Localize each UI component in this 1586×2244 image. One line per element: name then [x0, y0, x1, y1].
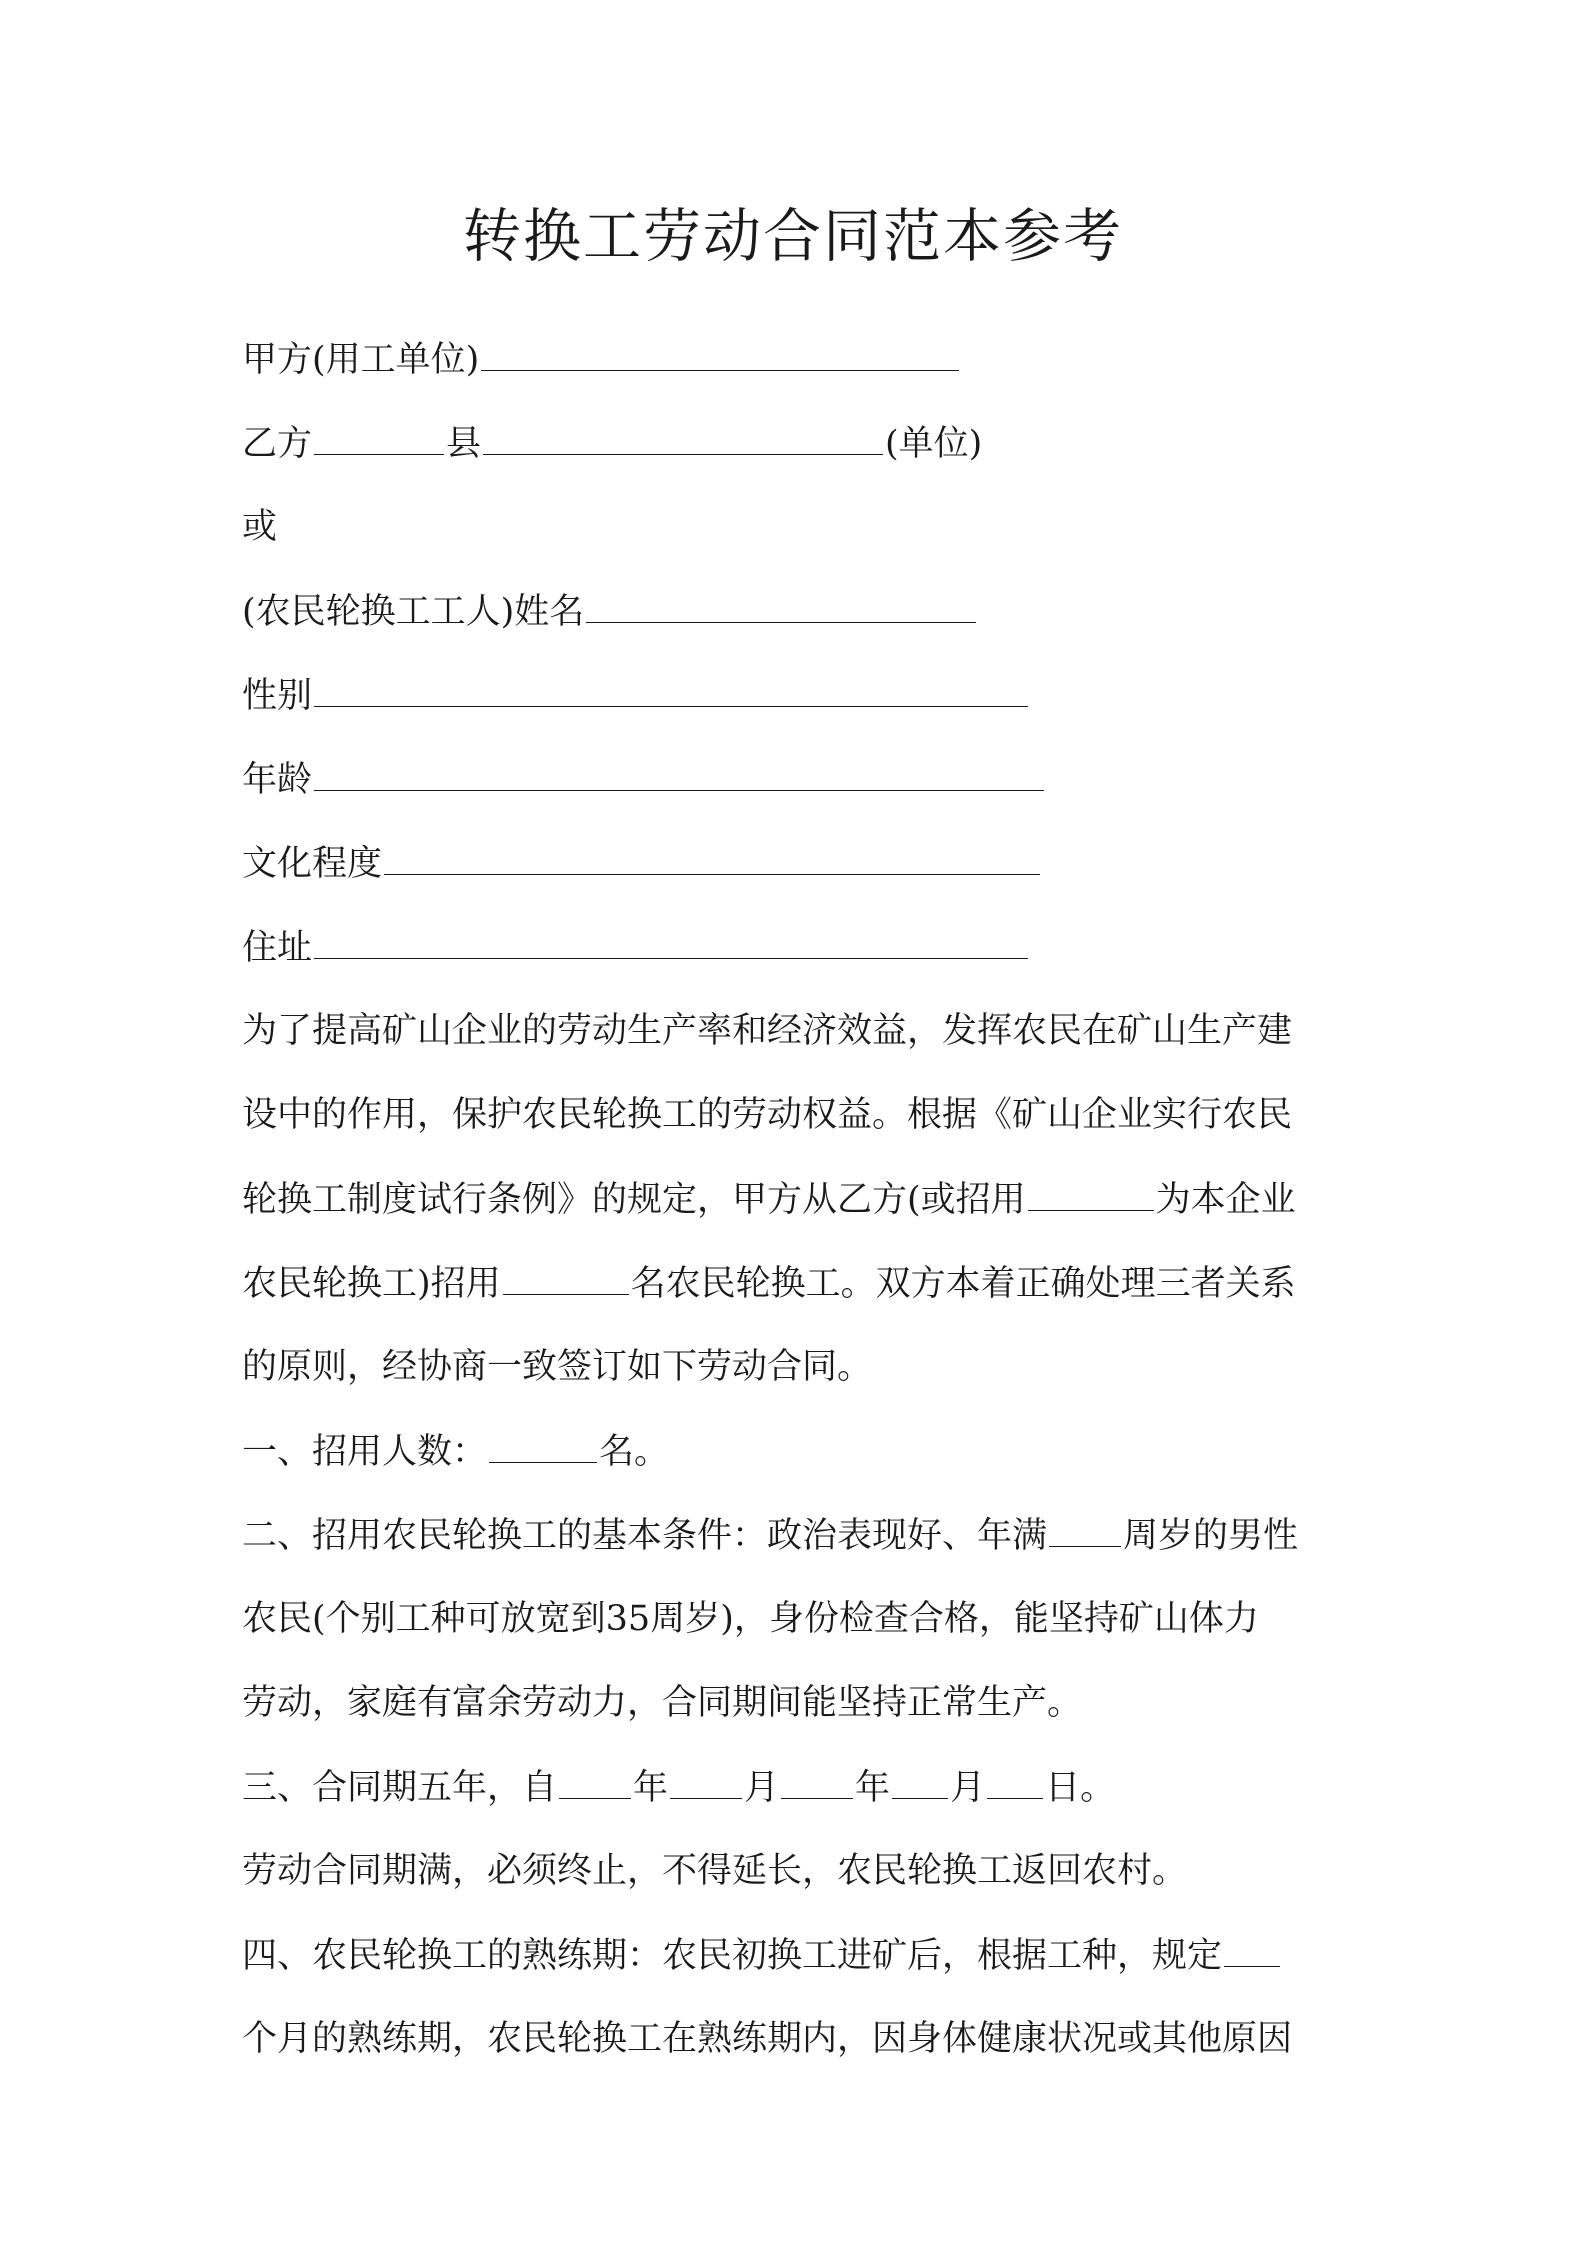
blank-line[interactable]	[314, 670, 1028, 707]
intro-paragraph	[242, 1006, 1362, 1426]
text-segment: 日。	[1045, 1768, 1116, 1808]
blank-line[interactable]	[503, 1258, 629, 1295]
blank-line[interactable]	[586, 586, 976, 623]
field-party-b	[242, 418, 982, 469]
blank-line[interactable]	[670, 1762, 742, 1799]
clause-3	[242, 1762, 1115, 1813]
text-segment: 四、农民轮换工的熟练期：农民初换工进矿后，根据工种，规定	[242, 1936, 1223, 1976]
text-line: 劳动，家庭有富余劳动力，合同期间能坚持正常生产。	[242, 1683, 1083, 1723]
field-label: (单位)	[885, 424, 983, 464]
text-segment: 一、招用人数：	[242, 1432, 488, 1472]
text-segment: 年	[855, 1768, 891, 1808]
blank-line[interactable]	[314, 922, 1028, 959]
text-segment: 周岁的男性	[1123, 1516, 1299, 1556]
field-or	[242, 502, 277, 552]
text-line: 农民(个别工种可放宽到35周岁)，身份检查合格，能坚持矿山体力	[242, 1599, 1259, 1639]
blank-line[interactable]	[1049, 1510, 1121, 1547]
field-label: 住址	[242, 928, 313, 968]
text-line: 个月的熟练期，农民轮换工在熟练期内，因身体健康状况或其他原因	[242, 2019, 1293, 2059]
text-line	[242, 1510, 1362, 1594]
blank-line[interactable]	[1028, 1174, 1154, 1211]
blank-line[interactable]	[987, 1762, 1043, 1799]
text-segment: 三、合同期五年，自	[242, 1768, 558, 1808]
text-segment: 二、招用农民轮换工的基本条件：政治表现好、年满	[242, 1516, 1048, 1556]
field-name	[242, 586, 978, 637]
field-address	[242, 922, 1030, 973]
text-line: 的原则，经协商一致签订如下劳动合同。	[242, 1347, 873, 1387]
text-segment: 名农民轮换工。双方本着正确处理三者关系	[630, 1264, 1296, 1304]
field-education	[242, 838, 1042, 889]
field-age	[242, 754, 1046, 805]
text-segment: 年	[633, 1768, 669, 1808]
blank-line[interactable]	[483, 418, 883, 455]
field-party-a	[242, 334, 961, 385]
blank-line[interactable]	[489, 1426, 597, 1463]
text-line: 为了提高矿山企业的劳动生产率和经济效益，发挥农民在矿山生产建	[242, 1011, 1293, 1051]
text-line	[242, 1258, 1362, 1342]
blank-line[interactable]	[559, 1762, 631, 1799]
text-segment: 轮换工制度试行条例》的规定，甲方从乙方(或招用	[242, 1180, 1026, 1220]
text-segment: 名。	[599, 1432, 670, 1472]
field-gender	[242, 670, 1030, 721]
field-label: 县	[446, 424, 482, 464]
text-line	[242, 1174, 1362, 1258]
field-label: 甲方(用工单位)	[242, 340, 480, 380]
text-segment: 农民轮换工)招用	[242, 1264, 501, 1304]
text-segment: 月	[744, 1768, 780, 1808]
field-label: (农民轮换工工人)姓名	[242, 592, 585, 632]
document-title: 转换工劳动合同范本参考	[462, 202, 1123, 270]
field-label: 文化程度	[242, 844, 383, 884]
blank-line[interactable]	[384, 838, 1040, 875]
field-label: 年龄	[242, 760, 313, 800]
text-line	[242, 1930, 1362, 2014]
blank-line[interactable]	[781, 1762, 853, 1799]
text-segment: 劳动合同期满，必须终止，不得延长，农民轮换工返回农村。	[242, 1851, 1188, 1891]
blank-line[interactable]	[314, 754, 1044, 791]
blank-line[interactable]	[892, 1762, 948, 1799]
clause-2	[242, 1510, 1362, 1762]
text-segment: 为本企业	[1155, 1180, 1296, 1220]
clause-1	[242, 1426, 669, 1477]
field-label: 或	[242, 507, 278, 547]
text-line: 设中的作用，保护农民轮换工的劳动权益。根据《矿山企业实行农民	[242, 1095, 1293, 1135]
field-label: 性别	[242, 676, 313, 716]
field-label: 乙方	[242, 424, 313, 464]
blank-line[interactable]	[314, 418, 444, 455]
clause-4	[242, 1930, 1362, 2098]
clause-3-note	[242, 1846, 1187, 1896]
blank-line[interactable]	[1224, 1930, 1280, 1967]
text-segment: 月	[950, 1768, 986, 1808]
blank-line[interactable]	[481, 334, 959, 371]
